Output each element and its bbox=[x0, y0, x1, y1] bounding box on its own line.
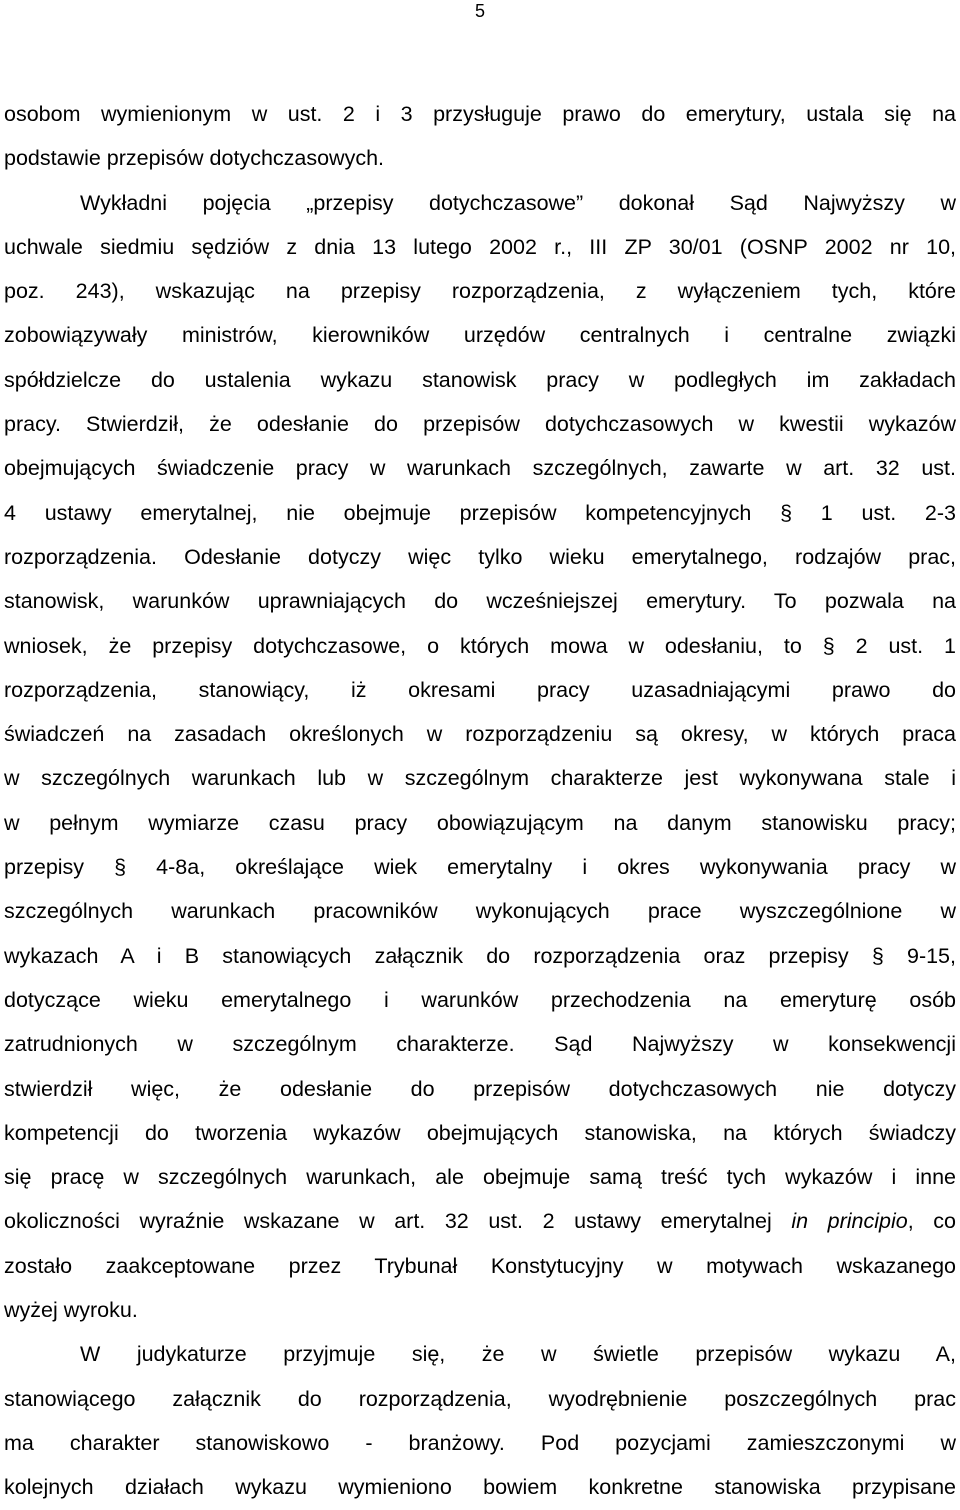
text-line-with-italic bbox=[4, 1199, 956, 1243]
text-line: Wykładni pojęcia „przepisy dotychczasowe” dokonał Sąd Najwyższy w bbox=[80, 190, 956, 215]
text-line: podstawie przepisów dotychczasowych. bbox=[4, 146, 385, 171]
text-line: świadczeń na zasadach określonych w rozporządzeniu są okresy, w których praca bbox=[4, 722, 956, 747]
page-number: 5 bbox=[474, 1, 485, 21]
text-line: uchwale siedmiu sędziów z dnia 13 lutego 2002 r., III ZP 30/01 (OSNP 2002 nr 10, bbox=[4, 234, 956, 259]
text-line: W judykaturze przyjmuje się, że w świetle przepisów wykazu A, bbox=[80, 1342, 956, 1367]
text-line: wykazach A i B stanowiących załącznik do rozporządzenia oraz przepisy § 9-15, bbox=[4, 943, 956, 968]
text-line: kolejnych działach wykazu wymieniono bowiem konkretne stanowiska przypisane bbox=[4, 1475, 956, 1500]
text-line: pracy. Stwierdził, że odesłanie do przepisów dotychczasowych w kwestii wykazów bbox=[4, 412, 956, 437]
text-line: stanowisk, warunków uprawniających do wcześniejszej emerytury. To pozwala na bbox=[4, 589, 956, 614]
text-line: stanowiącego załącznik do rozporządzenia, wyodrębnienie poszczególnych prac bbox=[4, 1386, 956, 1411]
text-line: stwierdził więc, że odesłanie do przepisów dotychczasowych nie dotyczy bbox=[4, 1076, 956, 1101]
text-line: ma charakter stanowiskowo - branżowy. Pod pozycjami zamieszczonymi w bbox=[4, 1430, 956, 1455]
text-line: rozporządzenia. Odesłanie dotyczy więc tylko wieku emerytalnego, rodzajów prac, bbox=[4, 544, 956, 569]
text-line: spółdzielcze do ustalenia wykazu stanowisk pracy w podległych im zakładach bbox=[4, 367, 956, 392]
text-line: zostało zaakceptowane przez Trybunał Konstytucyjny w motywach wskazanego bbox=[4, 1253, 956, 1278]
text-line: obejmujących świadczenie pracy w warunkach szczególnych, zawarte w art. 32 ust. bbox=[4, 456, 956, 481]
text-segment: okoliczności wyraźnie wskazane w art. 32 ust. 2 ustawy emerytalnej bbox=[4, 1209, 792, 1234]
text-line: 4 ustawy emerytalnej, nie obejmuje przepisów kompetencyjnych § 1 ust. 2-3 bbox=[4, 500, 956, 525]
text-line: osobom wymienionym w ust. 2 i 3 przysługuje prawo do emerytury, ustala się na bbox=[4, 102, 956, 126]
text-line: rozporządzenia, stanowiący, iż okresami pracy uzasadniającymi prawo do bbox=[4, 677, 956, 702]
text-segment: , co bbox=[907, 1209, 956, 1234]
latin-phrase: in principio bbox=[791, 1209, 908, 1234]
text-line: dotyczące wieku emerytalnego i warunków przechodzenia na emeryturę osób bbox=[4, 987, 956, 1012]
text-line: wniosek, że przepisy dotychczasowe, o których mowa w odesłaniu, to § 2 ust. 1 bbox=[4, 633, 956, 658]
text-line: zobowiązywały ministrów, kierowników urzędów centralnych i centralne związki bbox=[4, 323, 956, 348]
text-line: się pracę w szczególnych warunkach, ale obejmuje samą treść tych wykazów i inne bbox=[4, 1165, 956, 1190]
body-text bbox=[4, 92, 956, 1510]
text-line: zatrudnionych w szczególnym charakterze. Sąd Najwyższy w konsekwencji bbox=[4, 1032, 956, 1057]
text-line: szczególnych warunkach pracowników wykonujących prace wyszczególnione w bbox=[4, 899, 956, 924]
text-line: poz. 243), wskazując na przepisy rozporządzenia, z wyłączeniem tych, które bbox=[4, 279, 956, 304]
text-line: wyżej wyroku. bbox=[4, 1298, 138, 1323]
text-line: przepisy § 4-8a, określające wiek emerytalny i okres wykonywania pracy w bbox=[4, 855, 956, 880]
text-line: w pełnym wymiarze czasu pracy obowiązującym na danym stanowisku pracy; bbox=[4, 810, 956, 835]
text-line: w szczególnych warunkach lub w szczególnym charakterze jest wykonywana stale i bbox=[4, 766, 956, 791]
text-line: kompetencji do tworzenia wykazów obejmujących stanowiska, na których świadczy bbox=[4, 1120, 956, 1145]
